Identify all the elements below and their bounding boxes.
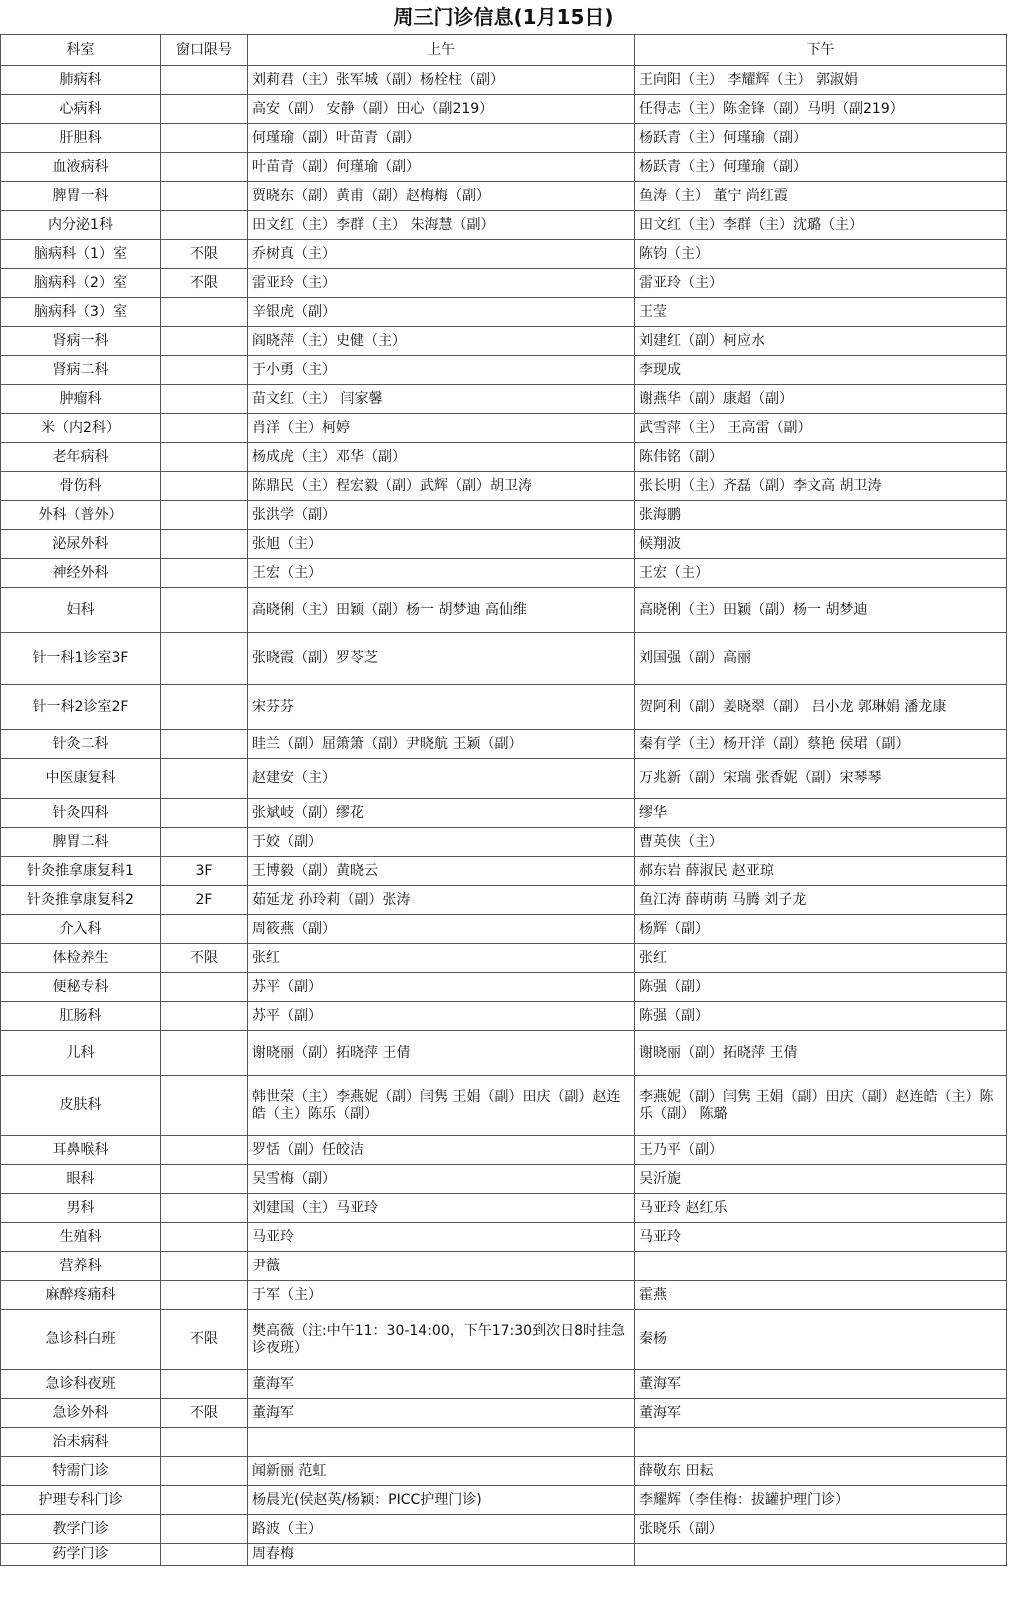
limit-cell: 3F	[161, 857, 248, 886]
dept-cell: 眼科	[1, 1165, 161, 1194]
dept-cell: 耳鼻喉科	[1, 1136, 161, 1165]
dept-cell: 针灸四科	[1, 799, 161, 828]
pm-cell: 马亚玲 赵红乐	[635, 1194, 1007, 1223]
limit-cell: 不限	[161, 1399, 248, 1428]
limit-cell	[161, 1370, 248, 1399]
pm-cell: 李燕妮（副）闫隽 王娟（副）田庆（副）赵连皓（主）陈乐（副） 陈璐	[635, 1076, 1007, 1136]
pm-cell: 杨辉（副）	[635, 915, 1007, 944]
am-cell: 叶苗青（副）何瑾瑜（副）	[248, 153, 635, 182]
pm-cell: 王莹	[635, 298, 1007, 327]
dept-cell: 外科（普外）	[1, 501, 161, 530]
table-row	[1, 588, 1007, 633]
limit-cell	[161, 95, 248, 124]
dept-cell: 介入科	[1, 915, 161, 944]
dept-cell: 米（内2科）	[1, 414, 161, 443]
limit-cell	[161, 1031, 248, 1076]
dept-cell: 肺病科	[1, 66, 161, 95]
header-dept: 科室	[1, 35, 161, 66]
am-cell: 周春梅	[248, 1544, 635, 1566]
pm-cell: 郝东岩 薛淑民 赵亚琼	[635, 857, 1007, 886]
header-limit: 窗口限号	[161, 35, 248, 66]
pm-cell	[635, 1428, 1007, 1457]
limit-cell	[161, 124, 248, 153]
limit-cell	[161, 182, 248, 211]
pm-cell: 霍燕	[635, 1281, 1007, 1310]
table-row	[1, 240, 1007, 269]
limit-cell	[161, 1165, 248, 1194]
dept-cell: 针灸二科	[1, 730, 161, 759]
am-cell: 宋芬芬	[248, 685, 635, 730]
pm-cell: 万兆新（副）宋瑞 张香妮（副）宋琴琴	[635, 759, 1007, 799]
limit-cell	[161, 501, 248, 530]
table-row	[1, 633, 1007, 685]
am-cell: 吴雪梅（副）	[248, 1165, 635, 1194]
am-cell: 王宏（主）	[248, 559, 635, 588]
dept-cell: 内分泌1科	[1, 211, 161, 240]
pm-cell: 张红	[635, 944, 1007, 973]
limit-cell	[161, 443, 248, 472]
pm-cell: 高晓俐（主）田颖（副）杨一 胡梦迪	[635, 588, 1007, 633]
pm-cell: 陈伟铭（副）	[635, 443, 1007, 472]
am-cell: 刘莉君（主）张军城（副）杨栓柱（副）	[248, 66, 635, 95]
am-cell: 张红	[248, 944, 635, 973]
pm-cell	[635, 1544, 1007, 1566]
am-cell: 陈鼎民（主）程宏毅（副）武辉（副）胡卫涛	[248, 472, 635, 501]
dept-cell: 儿科	[1, 1031, 161, 1076]
limit-cell	[161, 730, 248, 759]
am-cell: 于军（主）	[248, 1281, 635, 1310]
pm-cell: 薛敬东 田耘	[635, 1457, 1007, 1486]
table-row	[1, 1252, 1007, 1281]
table-row	[1, 472, 1007, 501]
dept-cell: 泌尿外科	[1, 530, 161, 559]
limit-cell	[161, 414, 248, 443]
table-row	[1, 1399, 1007, 1428]
pm-cell: 缪华	[635, 799, 1007, 828]
am-cell: 苏平（副）	[248, 973, 635, 1002]
table-row	[1, 1002, 1007, 1031]
am-cell: 于小勇（主）	[248, 356, 635, 385]
pm-cell: 董海军	[635, 1399, 1007, 1428]
table-row	[1, 1165, 1007, 1194]
limit-cell	[161, 356, 248, 385]
table-row	[1, 356, 1007, 385]
dept-cell: 营养科	[1, 1252, 161, 1281]
limit-cell	[161, 1281, 248, 1310]
table-row	[1, 857, 1007, 886]
am-cell: 闻新丽 范虹	[248, 1457, 635, 1486]
pm-cell	[635, 1252, 1007, 1281]
dept-cell: 男科	[1, 1194, 161, 1223]
pm-cell: 杨跃青（主）何瑾瑜（副）	[635, 153, 1007, 182]
table-row	[1, 1223, 1007, 1252]
dept-cell: 神经外科	[1, 559, 161, 588]
am-cell: 樊高薇（注:中午11：30-14:00，下午17:30到次日8时挂急诊夜班）	[248, 1310, 635, 1370]
am-cell: 何瑾瑜（副）叶苗青（副）	[248, 124, 635, 153]
limit-cell	[161, 633, 248, 685]
pm-cell: 董海军	[635, 1370, 1007, 1399]
table-row	[1, 124, 1007, 153]
table-row	[1, 414, 1007, 443]
pm-cell: 陈强（副）	[635, 1002, 1007, 1031]
limit-cell: 2F	[161, 886, 248, 915]
pm-cell: 陈强（副）	[635, 973, 1007, 1002]
am-cell: 尹薇	[248, 1252, 635, 1281]
pm-cell: 张晓乐（副）	[635, 1515, 1007, 1544]
dept-cell: 药学门诊	[1, 1544, 161, 1566]
am-cell: 董海军	[248, 1399, 635, 1428]
am-cell: 路波（主）	[248, 1515, 635, 1544]
table-row	[1, 828, 1007, 857]
dept-cell: 特需门诊	[1, 1457, 161, 1486]
dept-cell: 护理专科门诊	[1, 1486, 161, 1515]
am-cell: 王博毅（副）黄晓云	[248, 857, 635, 886]
table-row	[1, 1370, 1007, 1399]
limit-cell	[161, 685, 248, 730]
dept-cell: 急诊外科	[1, 1399, 161, 1428]
pm-cell: 吴沂旎	[635, 1165, 1007, 1194]
table-row	[1, 915, 1007, 944]
limit-cell	[161, 759, 248, 799]
am-cell: 茹延龙 孙玲莉（副）张涛	[248, 886, 635, 915]
limit-cell	[161, 1428, 248, 1457]
limit-cell	[161, 530, 248, 559]
pm-cell: 陈钧（主）	[635, 240, 1007, 269]
limit-cell	[161, 472, 248, 501]
table-row	[1, 559, 1007, 588]
am-cell: 乔树真（主）	[248, 240, 635, 269]
header-am: 上午	[248, 35, 635, 66]
am-cell: 苗文红（主） 闫家馨	[248, 385, 635, 414]
header-pm: 下午	[635, 35, 1007, 66]
pm-cell: 杨跃青（主）何瑾瑜（副）	[635, 124, 1007, 153]
dept-cell: 针一科1诊室3F	[1, 633, 161, 685]
table-row	[1, 327, 1007, 356]
table-row	[1, 385, 1007, 414]
limit-cell	[161, 1515, 248, 1544]
page-title: 周三门诊信息(1月15日)	[1, 0, 1007, 35]
dept-cell: 肿瘤科	[1, 385, 161, 414]
am-cell: 辛银虎（副）	[248, 298, 635, 327]
dept-cell: 脾胃二科	[1, 828, 161, 857]
table-row	[1, 1194, 1007, 1223]
dept-cell: 针灸推拿康复科2	[1, 886, 161, 915]
pm-cell: 刘国强（副）高丽	[635, 633, 1007, 685]
dept-cell: 脾胃一科	[1, 182, 161, 211]
dept-cell: 肝胆科	[1, 124, 161, 153]
limit-cell	[161, 1486, 248, 1515]
table-row	[1, 211, 1007, 240]
table-row	[1, 298, 1007, 327]
table-row	[1, 153, 1007, 182]
dept-cell: 治未病科	[1, 1428, 161, 1457]
limit-cell: 不限	[161, 240, 248, 269]
dept-cell: 麻醉疼痛科	[1, 1281, 161, 1310]
am-cell: 雷亚玲（主）	[248, 269, 635, 298]
am-cell: 阎晓萍（主）史健（主）	[248, 327, 635, 356]
am-cell: 刘建国（主）马亚玲	[248, 1194, 635, 1223]
table-row	[1, 269, 1007, 298]
am-cell: 杨晨光(侯赵英/杨颖：PICC护理门诊)	[248, 1486, 635, 1515]
pm-cell: 李现成	[635, 356, 1007, 385]
table-row	[1, 973, 1007, 1002]
pm-cell: 贺阿利（副）姜晓翠（副） 吕小龙 郭琳娟 潘龙康	[635, 685, 1007, 730]
limit-cell	[161, 559, 248, 588]
dept-cell: 针一科2诊室2F	[1, 685, 161, 730]
am-cell: 赵建安（主）	[248, 759, 635, 799]
dept-cell: 脑病科（1）室	[1, 240, 161, 269]
table-row	[1, 182, 1007, 211]
limit-cell	[161, 1136, 248, 1165]
table-header-row	[1, 35, 1007, 66]
table-row	[1, 944, 1007, 973]
dept-cell: 脑病科（2）室	[1, 269, 161, 298]
am-cell: 田文红（主）李群（主） 朱海慧（副）	[248, 211, 635, 240]
limit-cell: 不限	[161, 944, 248, 973]
limit-cell	[161, 1544, 248, 1566]
pm-cell: 张长明（主）齐磊（副）李文高 胡卫涛	[635, 472, 1007, 501]
table-row	[1, 1457, 1007, 1486]
table-row	[1, 95, 1007, 124]
pm-cell: 李耀辉（李佳梅：拔罐护理门诊）	[635, 1486, 1007, 1515]
am-cell: 谢晓丽（副）拓晓萍 王倩	[248, 1031, 635, 1076]
am-cell: 肖洋（主）柯婷	[248, 414, 635, 443]
pm-cell: 王向阳（主） 李耀辉（主） 郭淑娟	[635, 66, 1007, 95]
pm-cell: 谢燕华（副）康超（副）	[635, 385, 1007, 414]
limit-cell	[161, 298, 248, 327]
table-row	[1, 730, 1007, 759]
table-row	[1, 501, 1007, 530]
limit-cell	[161, 1002, 248, 1031]
dept-cell: 针灸推拿康复科1	[1, 857, 161, 886]
table-row	[1, 759, 1007, 799]
dept-cell: 急诊科白班	[1, 1310, 161, 1370]
dept-cell: 教学门诊	[1, 1515, 161, 1544]
am-cell: 杨成虎（主）邓华（副）	[248, 443, 635, 472]
table-row	[1, 1281, 1007, 1310]
am-cell: 周筱燕（副）	[248, 915, 635, 944]
dept-cell: 皮肤科	[1, 1076, 161, 1136]
dept-cell: 体检养生	[1, 944, 161, 973]
pm-cell: 张海鹏	[635, 501, 1007, 530]
limit-cell	[161, 66, 248, 95]
am-cell: 韩世荣（主）李燕妮（副）闫隽 王娟（副）田庆（副）赵连皓（主）陈乐（副）	[248, 1076, 635, 1136]
am-cell: 罗恬（副）任皎洁	[248, 1136, 635, 1165]
pm-cell: 雷亚玲（主）	[635, 269, 1007, 298]
pm-cell: 谢晓丽（副）拓晓萍 王倩	[635, 1031, 1007, 1076]
table-row	[1, 685, 1007, 730]
table-row	[1, 1031, 1007, 1076]
pm-cell: 候翔波	[635, 530, 1007, 559]
pm-cell: 武雪萍（主） 王高雷（副）	[635, 414, 1007, 443]
table-row	[1, 1136, 1007, 1165]
table-row	[1, 1310, 1007, 1370]
am-cell: 马亚玲	[248, 1223, 635, 1252]
table-row	[1, 1076, 1007, 1136]
pm-cell: 曹英侠（主）	[635, 828, 1007, 857]
am-cell: 于姣（副）	[248, 828, 635, 857]
limit-cell	[161, 1076, 248, 1136]
table-row	[1, 1486, 1007, 1515]
dept-cell: 脑病科（3）室	[1, 298, 161, 327]
am-cell: 苏平（副）	[248, 1002, 635, 1031]
am-cell: 眭兰（副）屈箫箫（副）尹晓航 王颖（副）	[248, 730, 635, 759]
dept-cell: 生殖科	[1, 1223, 161, 1252]
table-row	[1, 66, 1007, 95]
dept-cell: 老年病科	[1, 443, 161, 472]
limit-cell	[161, 1194, 248, 1223]
dept-cell: 心病科	[1, 95, 161, 124]
am-cell: 高晓俐（主）田颖（副）杨一 胡梦迪 高仙维	[248, 588, 635, 633]
am-cell: 张洪学（副）	[248, 501, 635, 530]
am-cell: 张斌岐（副）缪花	[248, 799, 635, 828]
limit-cell	[161, 799, 248, 828]
dept-cell: 肾病一科	[1, 327, 161, 356]
am-cell: 张晓霞（副）罗苓芝	[248, 633, 635, 685]
table-row	[1, 1428, 1007, 1457]
limit-cell	[161, 1223, 248, 1252]
dept-cell: 急诊科夜班	[1, 1370, 161, 1399]
pm-cell: 马亚玲	[635, 1223, 1007, 1252]
table-row	[1, 1544, 1007, 1566]
dept-cell: 骨伤科	[1, 472, 161, 501]
dept-cell: 妇科	[1, 588, 161, 633]
dept-cell: 肛肠科	[1, 1002, 161, 1031]
limit-cell	[161, 153, 248, 182]
dept-cell: 便秘专科	[1, 973, 161, 1002]
pm-cell: 鱼江涛 薛萌萌 马腾 刘子龙	[635, 886, 1007, 915]
dept-cell: 血液病科	[1, 153, 161, 182]
pm-cell: 秦杨	[635, 1310, 1007, 1370]
pm-cell: 秦有学（主）杨开洋（副）蔡艳 侯珺（副）	[635, 730, 1007, 759]
limit-cell: 不限	[161, 1310, 248, 1370]
am-cell: 高安（副） 安静（副）田心（副219）	[248, 95, 635, 124]
pm-cell: 王乃平（副）	[635, 1136, 1007, 1165]
pm-cell: 田文红（主）李群（主）沈璐（主）	[635, 211, 1007, 240]
limit-cell	[161, 385, 248, 414]
limit-cell	[161, 828, 248, 857]
limit-cell	[161, 588, 248, 633]
limit-cell	[161, 1457, 248, 1486]
limit-cell: 不限	[161, 269, 248, 298]
am-cell: 董海军	[248, 1370, 635, 1399]
am-cell: 贾晓东（副）黄甫（副）赵梅梅（副）	[248, 182, 635, 211]
am-cell	[248, 1428, 635, 1457]
table-row	[1, 530, 1007, 559]
table-row	[1, 886, 1007, 915]
table-row	[1, 799, 1007, 828]
limit-cell	[161, 211, 248, 240]
limit-cell	[161, 915, 248, 944]
limit-cell	[161, 327, 248, 356]
pm-cell: 任得志（主）陈金锋（副）马明（副219）	[635, 95, 1007, 124]
dept-cell: 中医康复科	[1, 759, 161, 799]
table-row	[1, 443, 1007, 472]
limit-cell	[161, 973, 248, 1002]
pm-cell: 鱼涛（主） 董宁 尚红霞	[635, 182, 1007, 211]
am-cell: 张旭（主）	[248, 530, 635, 559]
table-row	[1, 1515, 1007, 1544]
limit-cell	[161, 1252, 248, 1281]
pm-cell: 刘建红（副）柯应水	[635, 327, 1007, 356]
dept-cell: 肾病二科	[1, 356, 161, 385]
pm-cell: 王宏（主）	[635, 559, 1007, 588]
